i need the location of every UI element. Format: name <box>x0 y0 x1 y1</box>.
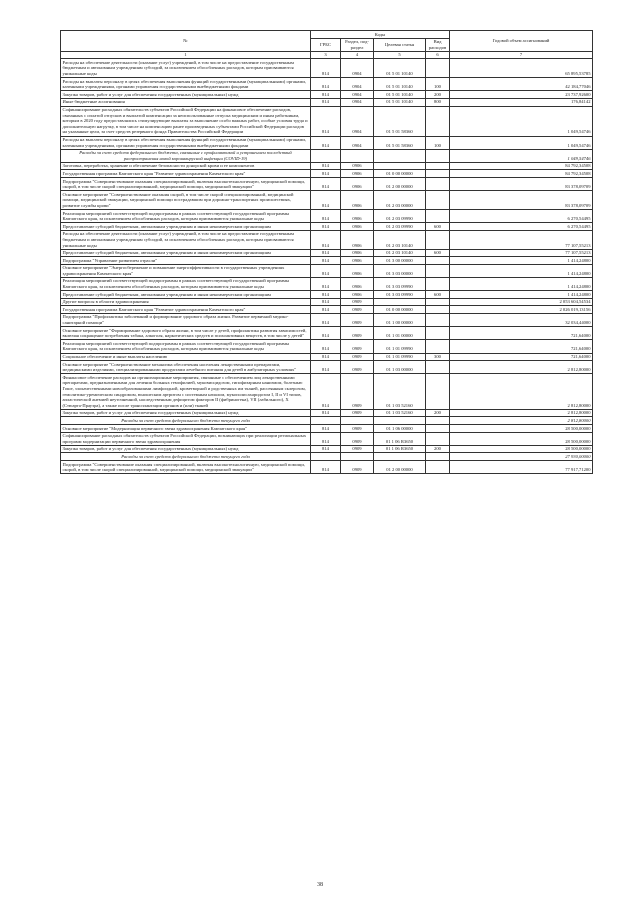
row-statya: 01 5 01 10140 <box>374 91 426 99</box>
table-row <box>61 425 593 433</box>
row-razdel: 0906 <box>341 162 374 170</box>
row-vid <box>426 306 450 314</box>
row-grbs: 814 <box>311 298 341 306</box>
row-grbs: 814 <box>311 249 341 257</box>
row-grbs: 814 <box>311 223 341 231</box>
row-vid <box>426 277 450 290</box>
row-vid <box>426 149 450 162</box>
row-grbs <box>311 149 341 162</box>
row-name: Иные бюджетные ассигнования <box>61 98 311 106</box>
row-razdel: 0906 <box>341 191 374 210</box>
row-total: 721,64000 <box>450 340 593 353</box>
row-razdel <box>341 453 374 461</box>
row-statya: 01 5 01 10140 <box>374 59 426 78</box>
header-index: 5 <box>374 51 426 59</box>
row-statya: 01 1 06 R3650 <box>374 445 426 453</box>
table-row <box>61 353 593 361</box>
row-grbs: 814 <box>311 136 341 149</box>
row-name: Закупка товаров, работ и услуг для обеспечения государственных (муниципальных) нужд <box>61 445 311 453</box>
row-total: 176,84142 <box>450 98 593 106</box>
row-razdel: 0906 <box>341 210 374 223</box>
table-row <box>61 453 593 461</box>
row-statya: 01 1 03 00000 <box>374 361 426 374</box>
row-statya: 01 2 03 10140 <box>374 249 426 257</box>
table-header <box>61 31 593 59</box>
row-statya: 01 5 01 58360 <box>374 136 426 149</box>
table-row <box>61 230 593 249</box>
row-grbs: 814 <box>311 59 341 78</box>
row-razdel: 0906 <box>341 249 374 257</box>
row-statya: 01 1 06 00000 <box>374 425 426 433</box>
row-razdel: 0909 <box>341 432 374 445</box>
table-row <box>61 291 593 299</box>
table-row <box>61 432 593 445</box>
row-grbs: 814 <box>311 257 341 265</box>
row-grbs: 814 <box>311 445 341 453</box>
row-total: 77 107,55213 <box>450 230 593 249</box>
row-name: Расходы за счет средств федерального бюджета текущего года <box>61 453 311 461</box>
row-grbs: 814 <box>311 277 341 290</box>
row-grbs: 814 <box>311 191 341 210</box>
header-grbs: ГРБС <box>311 38 341 51</box>
row-total: 77 107,55213 <box>450 249 593 257</box>
table-row <box>61 149 593 162</box>
row-grbs: 814 <box>311 361 341 374</box>
row-razdel: 0909 <box>341 353 374 361</box>
row-grbs: 814 <box>311 210 341 223</box>
row-total: 2 812,80000 <box>450 361 593 374</box>
table-row <box>61 445 593 453</box>
table-row <box>61 313 593 326</box>
row-total: 2 812,80000 <box>450 374 593 410</box>
row-name: Подпрограмма "Совершенствование оказания специализированной, включая высокотехнологичную, медицинской помощи, скорой, в том числе скорой специализированной, медицинской помощи, медицинской эвакуации" <box>61 178 311 191</box>
row-vid: 200 <box>426 445 450 453</box>
row-grbs: 814 <box>311 264 341 277</box>
row-razdel: 0904 <box>341 78 374 91</box>
row-name: Закупка товаров, работ и услуг для обеспечения государственных (муниципальных) нужд <box>61 409 311 417</box>
row-statya: 01 3 00 00000 <box>374 257 426 265</box>
table-row <box>61 306 593 314</box>
table-row <box>61 98 593 106</box>
row-total: 65 895,53785 <box>450 59 593 78</box>
row-statya: 01 5 01 10140 <box>374 78 426 91</box>
row-vid <box>426 210 450 223</box>
row-total: 77 917,71200 <box>450 461 593 474</box>
row-razdel: 0906 <box>341 291 374 299</box>
table-row <box>61 59 593 78</box>
row-statya: 01 0 00 00000 <box>374 170 426 178</box>
row-statya <box>374 162 426 170</box>
row-razdel: 0904 <box>341 106 374 136</box>
row-vid <box>426 361 450 374</box>
row-total: 32 034,44000 <box>450 313 593 326</box>
row-vid <box>426 374 450 410</box>
row-name: Реализация мероприятий соответствующей подпрограммы в рамках соответствующей государственной программы Камчатского края, за исключением обособленных расходов, которым присваиваются уникальные коды <box>61 340 311 353</box>
row-vid <box>426 162 450 170</box>
row-statya: 01 2 03 09990 <box>374 210 426 223</box>
row-razdel: 0906 <box>341 178 374 191</box>
row-name: Социальное обеспечение и иные выплаты населению <box>61 353 311 361</box>
table-row <box>61 210 593 223</box>
row-grbs: 814 <box>311 374 341 410</box>
row-razdel: 0906 <box>341 264 374 277</box>
row-statya: 01 3 03 09990 <box>374 277 426 290</box>
table-row <box>61 417 593 425</box>
row-razdel: 0909 <box>341 361 374 374</box>
row-grbs: 814 <box>311 327 341 340</box>
row-grbs: 814 <box>311 106 341 136</box>
row-total: 27 930,00000 <box>450 453 593 461</box>
row-vid <box>426 106 450 136</box>
row-name: Реализация мероприятий соответствующей подпрограммы в рамках соответствующей государственной программы Камчатского края, за исключением обособленных расходов, которым присваиваются уникальные коды <box>61 210 311 223</box>
row-statya: 01 1 00 00000 <box>374 313 426 326</box>
row-total: 1 414,24800 <box>450 277 593 290</box>
row-vid <box>426 178 450 191</box>
row-total: 2 812,80000 <box>450 417 593 425</box>
row-grbs: 814 <box>311 98 341 106</box>
table-row <box>61 340 593 353</box>
table-row <box>61 223 593 231</box>
row-vid: 100 <box>426 78 450 91</box>
row-grbs: 814 <box>311 78 341 91</box>
row-name: Основное мероприятие "Энергосбережение и повышение энергоэффективности в государственных учреждениях здравоохранения Камчатского края" <box>61 264 311 277</box>
row-total: 6 270,54495 <box>450 210 593 223</box>
row-total: 28 500,00000 <box>450 432 593 445</box>
row-statya: 01 2 03 09990 <box>374 223 426 231</box>
row-name: Предоставление субсидий бюджетным, автономным учреждениям и иным некоммерческим организациям <box>61 223 311 231</box>
row-name: Софинансирование расходных обязательств субъектов Российской Федерации на финансовое обеспечение расходов, связанных с оплатой отпусков и выплатой компенсации за неиспользованные отпуска медицинским и иным работникам, которым в 2020 году предоставлялись стимулирующие выплаты за выполнение особо важных работ, особые условия труда и дополнительную нагрузку, в том числе на компенсацию ранее произведенных субъектами Российской Федерации расходов на указанные цели, за счет средств резервного фонда Правительства Российской Федерации <box>61 106 311 136</box>
row-total: 42 184,77046 <box>450 78 593 91</box>
header-num: № <box>61 31 311 52</box>
row-name: Государственная программа Камчатского края "Развитие здравоохранения Камчатского края" <box>61 170 311 178</box>
row-name: Заготовка, переработка, хранение и обеспечение безопасности донорской крови и ее компонентов <box>61 162 311 170</box>
row-razdel: 0906 <box>341 230 374 249</box>
table-row <box>61 277 593 290</box>
row-razdel: 0904 <box>341 98 374 106</box>
row-name: Подпрограмма "Управление развитием отрасли" <box>61 257 311 265</box>
row-vid: 800 <box>426 98 450 106</box>
row-statya <box>374 298 426 306</box>
row-total: 28 500,00000 <box>450 445 593 453</box>
row-vid: 600 <box>426 249 450 257</box>
row-grbs: 814 <box>311 178 341 191</box>
row-name: Расходы за счет средств федерального бюджета, связанные с профилактикой и устранением последствий распространения новой коронавирусной инфекции (COVID-19) <box>61 149 311 162</box>
row-statya <box>374 149 426 162</box>
row-name: Предоставление субсидий бюджетным, автономным учреждениям и иным некоммерческим организациям <box>61 291 311 299</box>
row-grbs: 814 <box>311 170 341 178</box>
row-statya: 01 1 01 09990 <box>374 353 426 361</box>
row-name: Предоставление субсидий бюджетным, автономным учреждениям и иным некоммерческим организациям <box>61 249 311 257</box>
row-name: Основное мероприятие "Модернизация первичного звена здравоохранения Камчатского края" <box>61 425 311 433</box>
row-statya: 01 2 00 00000 <box>374 461 426 474</box>
row-total: 1 049,54746 <box>450 149 593 162</box>
row-statya: 01 5 01 58360 <box>374 106 426 136</box>
row-statya: 01 1 01 09990 <box>374 340 426 353</box>
row-statya: 01 1 01 00000 <box>374 327 426 340</box>
row-razdel <box>341 149 374 162</box>
header-index-row <box>61 51 593 59</box>
row-vid: 600 <box>426 291 450 299</box>
row-razdel: 0909 <box>341 298 374 306</box>
row-razdel: 0904 <box>341 136 374 149</box>
document-page <box>60 30 592 474</box>
row-statya: 01 3 03 09990 <box>374 291 426 299</box>
row-name: Расходы на обеспечение деятельности (оказание услуг) учреждений, в том числе на предоставление государственным бюджетным и автономным учреждениям субсидий, за исключением обособленных расходов, которым присваиваются уникальные коды <box>61 59 311 78</box>
row-razdel: 0906 <box>341 277 374 290</box>
row-statya: 01 3 03 00000 <box>374 264 426 277</box>
row-total: 721,64000 <box>450 327 593 340</box>
row-statya: 01 1 03 52160 <box>374 374 426 410</box>
row-name: Реализация мероприятий соответствующей подпрограммы в рамках соответствующей государственной программы Камчатского края, за исключением обособленных расходов, которым присваиваются уникальные коды <box>61 277 311 290</box>
row-grbs <box>311 417 341 425</box>
row-statya: 01 1 03 52160 <box>374 409 426 417</box>
row-vid <box>426 313 450 326</box>
table-row <box>61 461 593 474</box>
budget-table <box>60 30 593 474</box>
row-grbs: 814 <box>311 432 341 445</box>
row-name: Основное мероприятие "Совершенствование оказания скорой, в том числе скорой специализированной, медицинской помощи, медицинской эвакуации, медицинской помощи пострадавшим при дорожно-транспортных происшествиях, развитие службы крови" <box>61 191 311 210</box>
row-vid <box>426 461 450 474</box>
table-row <box>61 191 593 210</box>
row-grbs: 814 <box>311 291 341 299</box>
table-body <box>61 59 593 474</box>
row-razdel: 0906 <box>341 223 374 231</box>
row-razdel: 0909 <box>341 425 374 433</box>
row-vid <box>426 432 450 445</box>
row-statya: 01 2 00 00000 <box>374 178 426 191</box>
row-total: 1 414,24800 <box>450 257 593 265</box>
row-grbs: 814 <box>311 306 341 314</box>
table-row <box>61 91 593 99</box>
header-razdel: Раздел, под-раздел <box>341 38 374 51</box>
row-vid <box>426 170 450 178</box>
row-razdel: 0909 <box>341 445 374 453</box>
row-name: Расходы на выплаты персоналу в целях обеспечения выполнения функций государственными (муниципальными) органами, казенными учреждениями, органами управления государственными внебюджетными фондами <box>61 78 311 91</box>
row-name: Софинансирование расходных обязательств субъектов Российской Федерации, возникающих при реализации региональных программ модернизации первичного звена здравоохранения <box>61 432 311 445</box>
row-total: 23 737,92600 <box>450 91 593 99</box>
row-razdel: 0909 <box>341 374 374 410</box>
table-row <box>61 409 593 417</box>
row-statya: 01 2 03 10140 <box>374 230 426 249</box>
table-row <box>61 264 593 277</box>
row-vid <box>426 425 450 433</box>
row-grbs: 814 <box>311 353 341 361</box>
row-vid <box>426 191 450 210</box>
row-total: 1 049,54746 <box>450 136 593 149</box>
row-total: 83 378,09709 <box>450 178 593 191</box>
row-vid: 200 <box>426 91 450 99</box>
row-statya: 01 2 03 00000 <box>374 191 426 210</box>
row-name: Расходы на выплаты персоналу в целях обеспечения выполнения функций государственными (муниципальными) органами, казенными учреждениями, органами управления государственными внебюджетными фондами <box>61 136 311 149</box>
row-name: Расходы на обеспечение деятельности (оказание услуг) учреждений, в том числе на предоставление государственным бюджетным и автономным учреждениям субсидий, за исключением обособленных расходов, которым присваиваются уникальные коды <box>61 230 311 249</box>
row-grbs: 814 <box>311 409 341 417</box>
table-row <box>61 106 593 136</box>
header-total: Годовой объем ассигнований <box>450 31 593 52</box>
row-total: 84 792,34508 <box>450 162 593 170</box>
table-row <box>61 361 593 374</box>
table-row <box>61 78 593 91</box>
row-name: Закупка товаров, работ и услуг для обеспечения государственных (муниципальных) нужд <box>61 91 311 99</box>
row-razdel: 0904 <box>341 91 374 99</box>
row-statya: 01 1 06 R3650 <box>374 432 426 445</box>
row-grbs: 814 <box>311 425 341 433</box>
table-row <box>61 136 593 149</box>
row-total: 2 026 019,13156 <box>450 306 593 314</box>
row-razdel: 0909 <box>341 313 374 326</box>
row-razdel: 0906 <box>341 257 374 265</box>
header-index: 4 <box>341 51 374 59</box>
header-index: 6 <box>426 51 450 59</box>
row-vid <box>426 327 450 340</box>
row-name: Другие вопросы в области здравоохранения <box>61 298 311 306</box>
header-statya: Целевая статья <box>374 38 426 51</box>
row-vid <box>426 417 450 425</box>
row-name: Подпрограмма "Совершенствование оказания специализированной, включая высокотехнологичную, медицинской помощи, скорой, в том числе скорой специализированной, медицинской помощи, медицинской эвакуации" <box>61 461 311 474</box>
table-row <box>61 249 593 257</box>
row-vid <box>426 59 450 78</box>
row-vid <box>426 257 450 265</box>
row-razdel: 0906 <box>341 170 374 178</box>
row-total: 721,64000 <box>450 353 593 361</box>
row-vid <box>426 264 450 277</box>
page-number: 38 <box>317 882 323 888</box>
header-index: 1 <box>61 51 311 59</box>
row-grbs: 814 <box>311 313 341 326</box>
row-vid <box>426 298 450 306</box>
row-total: 1 414,24800 <box>450 291 593 299</box>
row-total: 1 414,24800 <box>450 264 593 277</box>
header-vid: Вид расходов <box>426 38 450 51</box>
row-vid <box>426 453 450 461</box>
row-total: 2 812,80000 <box>450 409 593 417</box>
row-vid <box>426 340 450 353</box>
row-grbs: 814 <box>311 91 341 99</box>
row-vid <box>426 230 450 249</box>
row-name: Расходы за счет средств федерального бюджета текущего года <box>61 417 311 425</box>
row-statya <box>374 417 426 425</box>
row-razdel: 0909 <box>341 340 374 353</box>
row-total: 28 500,00000 <box>450 425 593 433</box>
header-codes: Коды <box>311 31 450 39</box>
row-statya <box>374 453 426 461</box>
table-row <box>61 257 593 265</box>
table-row <box>61 178 593 191</box>
row-total: 1 049,54746 <box>450 106 593 136</box>
table-row <box>61 374 593 410</box>
table-row <box>61 327 593 340</box>
row-grbs: 814 <box>311 340 341 353</box>
row-statya: 01 5 01 10140 <box>374 98 426 106</box>
row-name: Основное мероприятие "Совершенствование механизма обеспечения населения лекарственными препаратами, медицинскими изделиями, специализированными продуктами лечебного питания для детей в амбулаторных условиях" <box>61 361 311 374</box>
row-vid: 200 <box>426 409 450 417</box>
row-total: 2 053 604,54534 <box>450 298 593 306</box>
row-name: Финансовое обеспечение расходов на организационные мероприятия, связанные с обеспечением лиц лекарственными препаратами, предназначенными для лечения больных гемофилией, муковисцидозом, гипофизарным нанизмом, болезнью Гоше, злокачественными новообразованиями лимфоидной, кроветворной и родственных им тканей, рассеянным склерозом, гемолитико-уремическим синдромом, юношеским артритом с системным началом, мукополисахаридозом I, II и VI типов, апластической анемией неуточненной, наследственным дефицитом факторов II (фибриногена), VII (лабильного), X (Стюарта-Прауэра), а также после трансплантации органов и (или) тканей <box>61 374 311 410</box>
row-vid: 600 <box>426 223 450 231</box>
row-vid: 100 <box>426 136 450 149</box>
row-grbs: 814 <box>311 230 341 249</box>
row-razdel: 0909 <box>341 409 374 417</box>
row-grbs: 814 <box>311 461 341 474</box>
header-index: 3 <box>311 51 341 59</box>
row-total: 83 378,09709 <box>450 191 593 210</box>
row-grbs: 814 <box>311 162 341 170</box>
row-razdel: 0909 <box>341 306 374 314</box>
row-total: 6 270,54495 <box>450 223 593 231</box>
table-row <box>61 162 593 170</box>
row-statya: 01 0 00 00000 <box>374 306 426 314</box>
row-vid: 300 <box>426 353 450 361</box>
table-row <box>61 298 593 306</box>
row-total: 84 792,34508 <box>450 170 593 178</box>
row-grbs <box>311 453 341 461</box>
row-razdel <box>341 417 374 425</box>
header-index: 7 <box>450 51 593 59</box>
row-name: Государственная программа Камчатского края "Развитие здравоохранения Камчатского края" <box>61 306 311 314</box>
table-row <box>61 170 593 178</box>
row-razdel: 0909 <box>341 461 374 474</box>
row-name: Подпрограмма "Профилактика заболеваний и формирование здорового образа жизни. Развитие первичной медико-санитарной помощи" <box>61 313 311 326</box>
row-razdel: 0909 <box>341 327 374 340</box>
row-razdel: 0904 <box>341 59 374 78</box>
row-name: Основное мероприятие "Формирование здорового образа жизни, в том числе у детей, профилактика развития зависимостей, включая сокращение потребления табака, алкоголя, наркотических средств и психоактивных веществ, в том числе у детей" <box>61 327 311 340</box>
